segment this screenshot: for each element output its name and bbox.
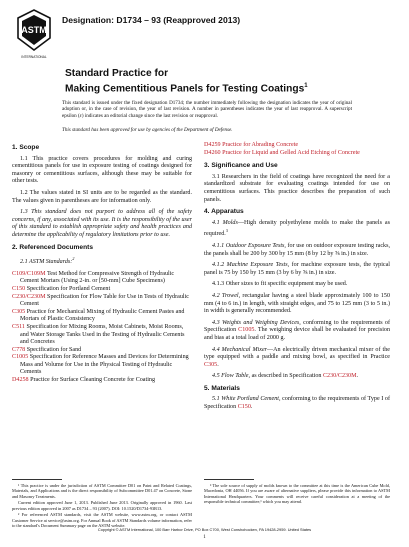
- section-heading-references: 2. Referenced Documents: [12, 243, 93, 251]
- title-line-1: Standard Practice for: [65, 68, 169, 79]
- left-column: [12, 142, 192, 385]
- section-heading-materials: 5. Materials: [204, 384, 240, 392]
- footnotes-left: [12, 483, 192, 530]
- scope-paragraph-1: 1.1 This practice covers procedures for molding and curing cementitious panels for use in exposure testing of coatings designed for masonry or cementitious surfaces, although these may be suitable for other tests.: [12, 155, 192, 185]
- right-column: [204, 142, 390, 416]
- reference-item-c305[interactable]: C305 Practice for Mechanical Mixing of Hydraulic Cement Pastes and Mortars of Plastic Consistency: [12, 308, 185, 323]
- logo-text: ASTM: [21, 25, 47, 35]
- section-heading-significance: 3. Significance and Use: [204, 162, 278, 170]
- reference-item-d4258[interactable]: D4258 Practice for Surface Cleaning Concrete for Coating: [12, 377, 155, 384]
- reference-item-d4259[interactable]: D4259 Practice for Abrading Concrete: [204, 142, 299, 148]
- reference-item-c511[interactable]: C511 Specification for Mixing Rooms, Moist Cabinets, Moist Rooms, and Water Storage Tanks Used in the Testing of Hydraulic Cements and Concretes: [12, 323, 185, 346]
- apparatus-mixer: 4.4 Mechanical Mixer—An electrically driven mechanical mixer of the type equipped with a paddle and mixing bowl, as specified in Practice C305.: [204, 346, 391, 368]
- apparatus-other-sizes: 4.1.3 Other sizes to fit specific equipment may be used.: [212, 281, 348, 288]
- reference-item-c230[interactable]: C230/C230M Specification for Flow Table for Use in Tests of Hydraulic Cement: [12, 293, 189, 308]
- materials-cement: 5.1 White Portland Cement, conforming to the requirements of Type I of Specification C150.: [204, 396, 390, 411]
- footnote-1: ¹ This practice is under the jurisdiction of ASTM Committee D01 on Paint and Related Coatings, Materials, and Applications and is the direct responsibility of Subcommittee D01.47 on Concrete, Stone and Masonry Treatments.: [12, 483, 192, 499]
- link-c1005[interactable]: C1005: [238, 327, 255, 334]
- link-c230[interactable]: C230/C230M: [322, 373, 357, 380]
- apparatus-molds: 4.1 Molds—High density polyethylene molds to make the panels as required.$^3$: [204, 219, 391, 238]
- apparatus-outdoor: 4.1.1 Outdoor Exposure Tests, for use on outdoor exposure testing racks, the panels shall be 200 by 300 by 15 mm (8 by 12 by ⅝ in.) in size.: [204, 242, 390, 257]
- apparatus-trowel: 4.2 Trowel, rectangular having a steel blade approximately 100 to 150 mm (4 to 6 in.) in length, with straight edges, and 75 to 125 mm (3 to 5 in.) in width is generally recommended.: [204, 292, 390, 315]
- apparatus-flow-table: 4.5 Flow Table, as described in Specification C230/C230M.: [212, 373, 359, 380]
- copyright-line: Copyright © ASTM International, 100 Barr Harbor Drive, PO Box C700, West Conshohocken, PA 19428-2959. United States: [97, 527, 312, 532]
- title-line-2: Making Cementitious Panels for Testing Coatings$^1$: [65, 83, 308, 95]
- reference-item-c150[interactable]: C150 Specification for Portland Cement: [12, 285, 111, 292]
- footnote-2: ² For referenced ASTM standards, visit the ASTM website, www.astm.org, or contact ASTM Customer Service at service@astm.org. For Annual Book of ASTM Standards volume information, refer to the standard's Document Summary page on the ASTM website.: [12, 512, 192, 529]
- scope-paragraph-2: 1.2 The values stated in SI units are to be regarded as the standard. The values given in parentheses are for information only.: [12, 189, 192, 204]
- title-block: [65, 68, 385, 95]
- footnote-rule-left: [12, 479, 62, 480]
- reference-item-d4260[interactable]: D4260 Practice for Liquid and Gelled Acid Etching of Concrete: [204, 149, 360, 156]
- reference-item-c1005[interactable]: C1005 Specification for Reference Masses and Devices for Determining Mass and Volume for Use in the Physical Testing of Hydraulic Cements: [12, 354, 189, 376]
- apparatus-machine: 4.1.2 Machine Exposure Tests, for machine exposure tests, the typical panel is 75 by 150 by 15 mm (3 by 6 by ⅝ in.) in size.: [204, 262, 390, 276]
- astm-logo-icon: [14, 8, 54, 52]
- reference-item-c778[interactable]: C778 Specification for Sand: [12, 346, 82, 353]
- page-number: 1: [203, 535, 206, 540]
- logo-caption: INTERNATIONAL: [21, 55, 47, 59]
- designation: Designation: D1734 – 93 (Reapproved 2013): [62, 15, 241, 25]
- footnote-1-edition: Current edition approved June 1, 2013. Published June 2013. Originally approved in 1960. Last previous edition approved in 2007 as D1734 – 93 (2007). DOI: 10.1520/D1734-93R13.: [12, 500, 192, 511]
- link-c305[interactable]: C305: [204, 361, 218, 368]
- section-heading-apparatus: 4. Apparatus: [204, 208, 244, 216]
- link-c150[interactable]: C150: [237, 404, 251, 411]
- scope-paragraph-3: 1.3 This standard does not purport to address all of the safety concerns, if any, associated with its use. It is the responsibility of the user of this standard to establish appropriate safety and health practices and determine the applicability of regulatory limitations prior to use.: [12, 209, 192, 238]
- approval-note: This standard has been approved for use by agencies of the Department of Defense.: [62, 127, 233, 133]
- footnote-rule-right: [204, 479, 254, 480]
- footnotes-right: [204, 483, 390, 506]
- section-heading-scope: 1. Scope: [12, 144, 40, 151]
- reference-item-c109[interactable]: C109/C109M Test Method for Compressive Strength of Hydraulic Cement Mortars (Using 2-in. or [50-mm] Cube Specimens): [12, 270, 175, 285]
- intro-paragraph: This standard is issued under the fixed designation D1734; the number immediately following the designation indicates the year of original adoption or, in the case of revision, the year of last revision. A number in parentheses indicates the year of last reapproval. A superscript epsilon (ε) indicates an editorial change since the last revision or reapproval.: [62, 100, 352, 119]
- title-footnote-mark: 1: [304, 83, 308, 89]
- footnote-3: ³ The sole source of supply of molds known to the committee at this time is the American Cube Mold, Macedonia, OH 44056. If you are aware of alternative suppliers, please provide this information to ASTM International Headquarters. Your comments will receive careful consideration at a meeting of the responsible technical committee,¹ which you may attend.: [204, 483, 390, 504]
- references-subheading: 2.1 ASTM Standards:$^2$: [20, 256, 75, 266]
- significance-paragraph: 3.1 Researchers in the field of coatings have recognized the need for a standardized substrate for evaluating coatings intended for use on cementitious surfaces. This practice describes the preparation of such panels.: [204, 173, 390, 203]
- apparatus-weights: 4.3 Weights and Weighing Devices, conforming to the requirements of Specification C1005. The weighing device shall be evaluated for precision and bias at a total load of 2000 g.: [204, 319, 390, 341]
